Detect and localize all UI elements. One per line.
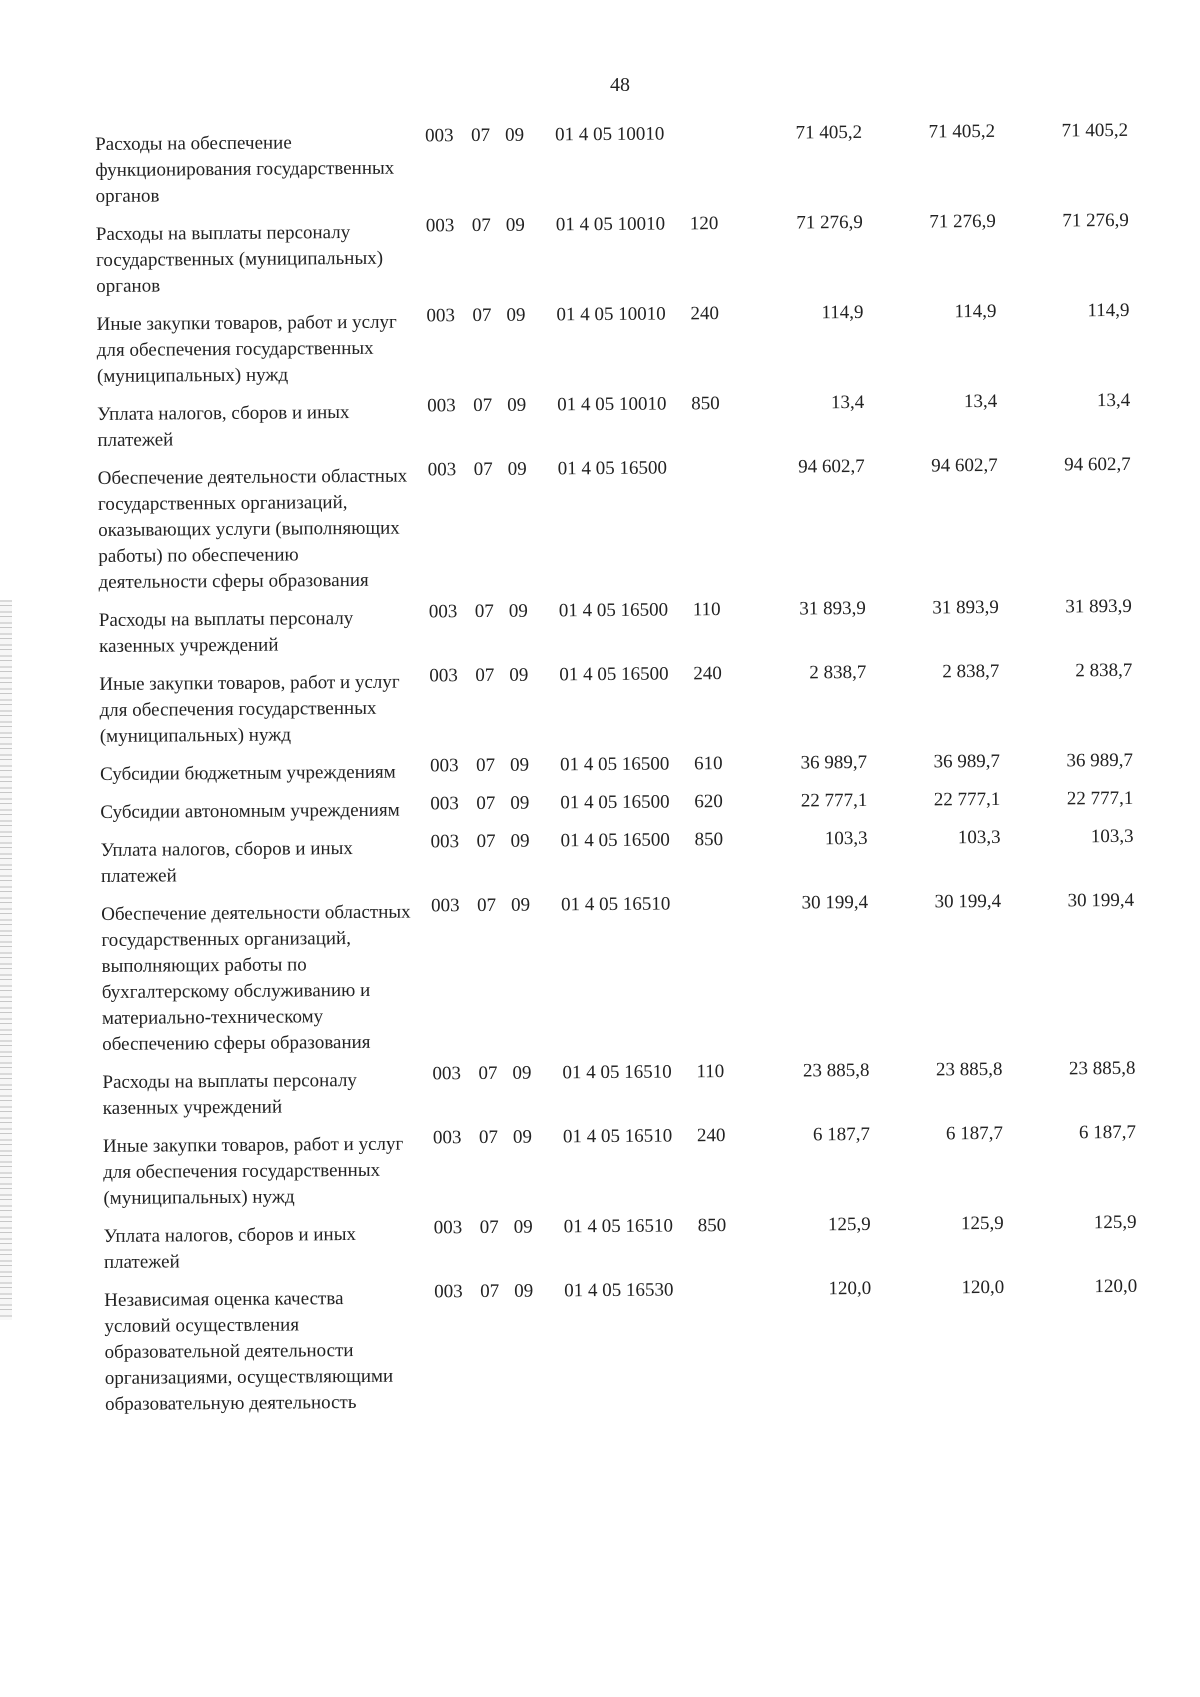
subsection-code: 09 [505, 124, 525, 146]
target-article-code: 01 4 05 16510 [562, 1061, 672, 1084]
amount-year-3: 31 893,9 [1065, 595, 1132, 618]
row-name: Расходы на выплаты персоналу государственных (муниципальных) органов [95, 221, 384, 297]
amount-year-2: 6 187,7 [945, 1122, 1004, 1145]
subsection-code: 09 [506, 304, 526, 326]
row-name: Субсидии автономным учреждениям [100, 799, 400, 823]
table-row [104, 1273, 1200, 1418]
table-row [98, 451, 1199, 596]
target-article-code: 01 4 05 10010 [556, 303, 666, 326]
amount-year-2: 94 602,7 [931, 454, 998, 477]
amount-year-3: 22 777,1 [1066, 787, 1134, 810]
target-article-code: 01 4 05 10010 [555, 123, 665, 146]
admin-code: 003 [429, 755, 459, 777]
row-name: Иные закупки товаров, работ и услуг для обеспечения государственных (муниципальных) нужд [102, 1133, 404, 1209]
target-article-code: 01 4 05 16500 [559, 663, 669, 686]
subsection-code: 09 [514, 1280, 534, 1302]
row-name: Независимая оценка качества условий осуществления образовательной деятельности организациями, осуществляющими образовательную деятельность [104, 1288, 394, 1415]
subsection-code: 09 [507, 394, 527, 416]
amount-year-1: 94 602,7 [798, 455, 865, 478]
section-code: 07 [477, 894, 497, 917]
section-code: 07 [473, 458, 493, 481]
table-row [100, 747, 1200, 788]
amount-year-3: 23 885,8 [1068, 1057, 1136, 1080]
amount-year-2: 120,0 [961, 1276, 1005, 1299]
table-row [103, 1119, 1200, 1212]
subsection-code: 09 [510, 830, 530, 852]
amount-year-1: 114,9 [821, 301, 864, 324]
amount-year-1: 22 777,1 [800, 789, 868, 812]
section-code: 07 [475, 664, 495, 687]
row-name: Обеспечение деятельности областных государственных организаций, оказывающих услуги (выполняющих работы) по обеспечению деятельности сферы образования [97, 465, 408, 593]
page-number: 48 [610, 74, 630, 96]
row-name: Уплата налогов, сборов и иных платежей [97, 402, 350, 451]
amount-year-3: 114,9 [1087, 299, 1130, 322]
row-name: Расходы на выплаты персоналу казенных учреждений [98, 607, 354, 657]
subsection-code: 09 [513, 1216, 533, 1238]
amount-year-2: 71 405,2 [928, 120, 996, 143]
target-article-code: 01 4 05 16500 [558, 599, 669, 622]
amount-year-2: 125,9 [960, 1212, 1004, 1235]
table-row [99, 657, 1200, 750]
amount-year-1: 2 838,7 [809, 661, 867, 684]
expense-type-code: 110 [696, 1061, 725, 1083]
expense-type-code: 240 [690, 303, 720, 325]
target-article-code: 01 4 05 16500 [560, 791, 670, 814]
row-name: Расходы на обеспечение функционирования государственных органов [95, 132, 395, 207]
amount-year-3: 2 838,7 [1075, 659, 1133, 682]
expense-type-code: 850 [691, 393, 720, 415]
amount-year-1: 36 989,7 [800, 751, 868, 774]
admin-code: 003 [425, 125, 454, 147]
admin-code: 003 [425, 215, 455, 237]
amount-year-2: 31 893,9 [932, 596, 999, 619]
subsection-code: 09 [512, 1062, 532, 1084]
section-code: 07 [474, 600, 494, 623]
subsection-code: 09 [510, 792, 530, 814]
amount-year-3: 71 405,2 [1061, 119, 1129, 142]
expense-type-code: 240 [693, 663, 722, 685]
admin-code: 003 [428, 601, 458, 623]
expense-type-code: 240 [696, 1125, 726, 1147]
table-row [100, 785, 1200, 826]
amount-year-3: 30 199,4 [1067, 889, 1135, 912]
admin-code: 003 [429, 665, 458, 687]
amount-year-2: 71 276,9 [929, 210, 996, 233]
subsection-code: 09 [505, 214, 525, 236]
target-article-code: 01 4 05 10010 [555, 213, 666, 236]
amount-year-2: 22 777,1 [933, 788, 1001, 811]
amount-year-3: 71 276,9 [1062, 209, 1129, 232]
table-row [104, 1209, 1200, 1276]
target-article-code: 01 4 05 16500 [559, 753, 670, 776]
amount-year-1: 23 885,8 [802, 1059, 870, 1082]
expense-type-code: 110 [692, 599, 721, 621]
target-article-code: 01 4 05 16500 [560, 829, 670, 852]
row-name: Субсидии бюджетным учреждениям [100, 761, 396, 785]
table-row [99, 593, 1199, 660]
amount-year-2: 36 989,7 [933, 750, 1001, 773]
admin-code: 003 [430, 831, 460, 853]
amount-year-3: 36 989,7 [1066, 749, 1134, 772]
expense-type-code: 120 [689, 213, 719, 235]
amount-year-2: 13,4 [963, 390, 998, 413]
target-article-code: 01 4 05 16510 [562, 1125, 673, 1148]
scan-edge-artifact [0, 600, 12, 1320]
amount-year-1: 30 199,4 [801, 891, 869, 914]
section-code: 07 [473, 394, 493, 417]
target-article-code: 01 4 05 10010 [557, 393, 667, 416]
admin-code: 003 [427, 395, 456, 417]
admin-code: 003 [432, 1127, 462, 1149]
expense-type-code: 850 [694, 829, 724, 851]
target-article-code: 01 4 05 16500 [557, 457, 668, 480]
subsection-code: 09 [509, 754, 530, 776]
expense-type-code: 620 [694, 791, 723, 813]
admin-code: 003 [432, 1063, 462, 1085]
table-row [96, 297, 1197, 390]
amount-year-2: 30 199,4 [934, 890, 1002, 913]
target-article-code: 01 4 05 16510 [561, 893, 671, 916]
row-name: Расходы на выплаты персоналу казенных учреждений [102, 1069, 357, 1119]
row-name: Уплата налогов, сборов и иных платежей [100, 837, 353, 887]
section-code: 07 [478, 1062, 498, 1085]
amount-year-1: 120,0 [828, 1277, 872, 1300]
subsection-code: 09 [509, 664, 529, 686]
subsection-code: 09 [508, 600, 528, 622]
section-code: 07 [475, 754, 496, 777]
admin-code: 003 [426, 305, 456, 327]
amount-year-1: 13,4 [830, 391, 865, 414]
table-row [95, 117, 1196, 210]
admin-code: 003 [434, 1281, 463, 1303]
target-article-code: 01 4 05 16530 [564, 1279, 674, 1302]
subsection-code: 09 [507, 458, 527, 480]
row-name: Обеспечение деятельности областных государственных организаций, выполняющих работы по бухгалтерскому обслуживанию и материально-техническому обеспечению сферы образования [101, 901, 411, 1055]
amount-year-3: 120,0 [1094, 1275, 1138, 1298]
admin-code: 003 [427, 459, 457, 481]
subsection-code: 09 [511, 894, 531, 916]
row-name: Уплата налогов, сборов и иных платежей [103, 1223, 357, 1273]
amount-year-1: 6 187,7 [812, 1123, 871, 1146]
section-code: 07 [479, 1216, 499, 1239]
admin-code: 003 [430, 793, 459, 815]
amount-year-3: 125,9 [1093, 1211, 1137, 1234]
admin-code: 003 [431, 895, 460, 917]
row-name: Иные закупки товаров, работ и услуг для обеспечения государственных (муниципальных) нужд [96, 311, 397, 387]
table-row [101, 887, 1200, 1058]
amount-year-2: 103,3 [957, 826, 1001, 849]
amount-year-1: 71 405,2 [795, 121, 863, 144]
table-row [101, 823, 1200, 890]
amount-year-3: 103,3 [1090, 825, 1134, 848]
section-code: 07 [480, 1280, 500, 1303]
table-row [97, 387, 1197, 454]
table-row [96, 207, 1197, 300]
section-code: 07 [476, 792, 496, 815]
section-code: 07 [472, 304, 492, 327]
section-code: 07 [471, 214, 491, 237]
amount-year-1: 103,3 [824, 827, 868, 850]
amount-year-2: 23 885,8 [935, 1058, 1003, 1081]
amount-year-1: 71 276,9 [796, 211, 863, 234]
amount-year-3: 6 187,7 [1078, 1121, 1137, 1144]
amount-year-3: 94 602,7 [1064, 453, 1131, 476]
target-article-code: 01 4 05 16510 [563, 1215, 673, 1238]
amount-year-2: 2 838,7 [942, 660, 1000, 683]
row-name: Иные закупки товаров, работ и услуг для обеспечения государственных (муниципальных) нужд [99, 671, 400, 747]
subsection-code: 09 [512, 1126, 533, 1148]
expense-type-code: 610 [693, 753, 723, 775]
section-code: 07 [471, 124, 491, 147]
admin-code: 003 [433, 1217, 463, 1239]
section-code: 07 [476, 830, 496, 853]
expense-type-code: 850 [697, 1215, 727, 1237]
amount-year-2: 114,9 [954, 300, 997, 323]
section-code: 07 [478, 1126, 499, 1149]
amount-year-3: 13,4 [1096, 389, 1131, 412]
amount-year-1: 125,9 [827, 1213, 871, 1236]
amount-year-1: 31 893,9 [799, 597, 866, 620]
budget-table [95, 117, 1200, 1424]
table-row [102, 1055, 1200, 1122]
